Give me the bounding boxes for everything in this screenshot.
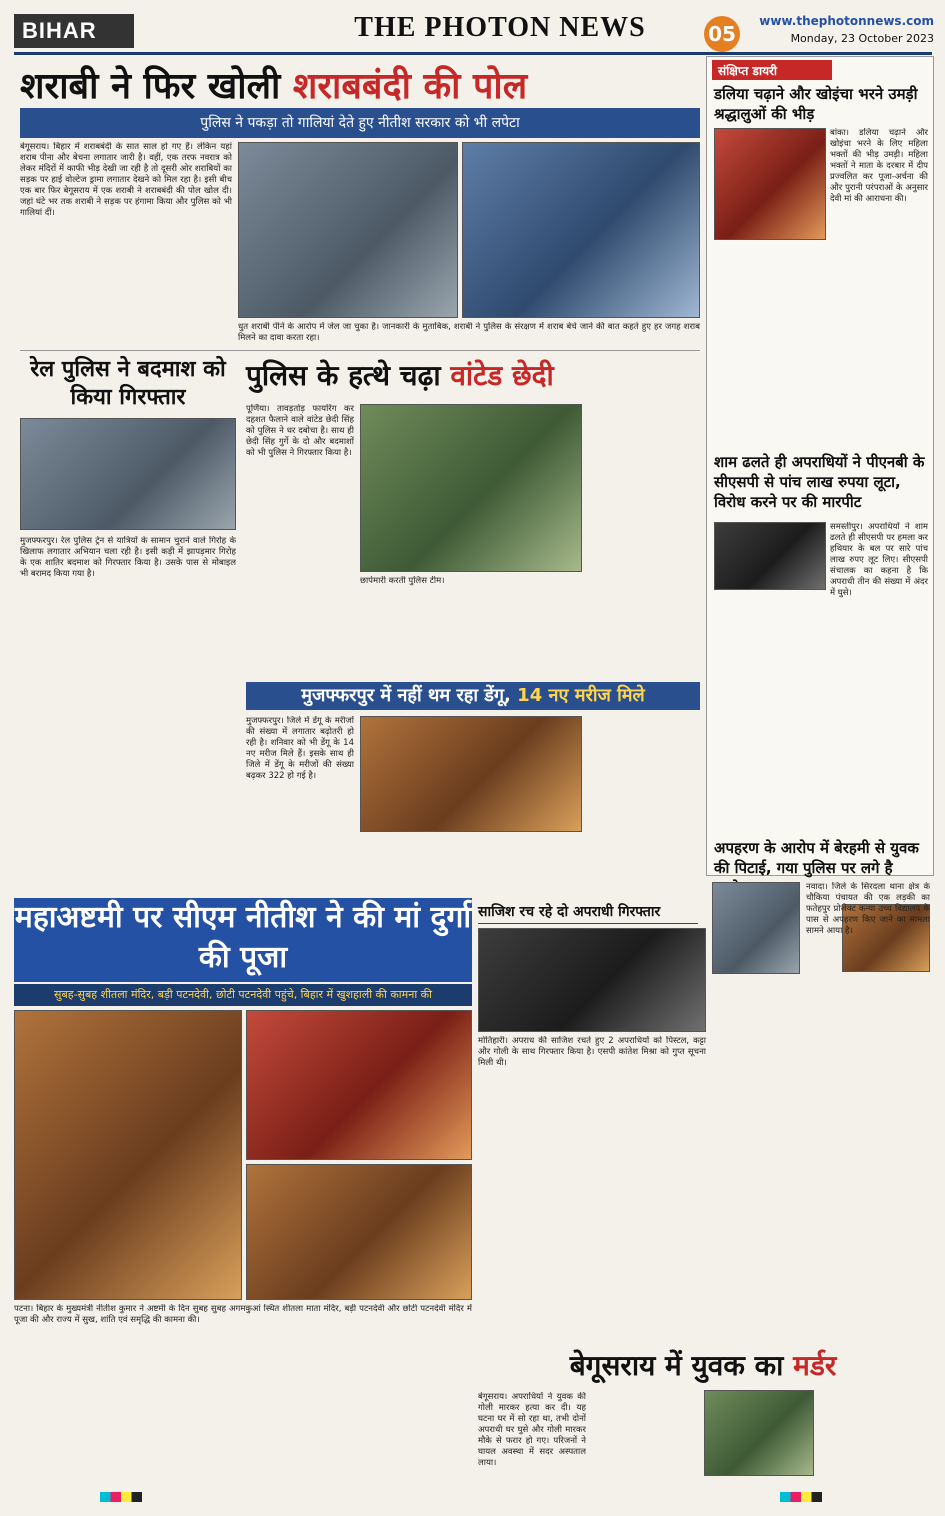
lead-photo-2: [462, 142, 700, 318]
nitish-photo-2: [246, 1010, 472, 1160]
lead-body: बेगूसराय। बिहार में शराबबंदी के सात साल हो गए हैं। लेकिन यहां शराब पीना और बेचना लगातार जारी है। वहीं, एक तरफ नवरात्र को लेकर मंदिरों में काफी भीड़ देखी जा रही है तो दूसरी ओर शराबियों का सड़क पर हाई वोल्टेज ड्रामा लगातार देखने को मिल रहा है। इसी बीच एक बार फिर बेगूसराय में एक शराबी ने शराबबंदी की पोल खोल दी। जहां घंटे भर तक शराबी ने सड़क पर हंगामा किया और पुलिस को भी गालियां दीं।: [20, 142, 232, 218]
registration-mark: [100, 1492, 142, 1502]
rail-photo: [20, 418, 236, 530]
nitish-photo-1: [14, 1010, 242, 1300]
rail-body: मुजफ्फरपुर। रेल पुलिस ट्रेन से यात्रियों के सामान चुराने वाले गिरोह के खिलाफ लगातार अभियान चला रही है। इसी कड़ी में झापड़मार गिरोह के एक शातिर बदमाश को गिरफ्तार किया है। उसके पास से मोबाइल भी बरामद किया गया है।: [20, 536, 236, 579]
arrest-headline: साजिश रच रहे दो अपराधी गिरफ्तार: [478, 902, 698, 924]
dengue-headline: मुजफ्फरपुर में नहीं थम रहा डेंगू, 14 नए मरीज मिले: [246, 682, 700, 710]
chhedi-caption: छापेमारी करती पुलिस टीम।: [360, 576, 445, 586]
lead-caption: धुत शराबी पीने के आरोप में जेल जा चुका है। जानकारी के मुताबिक, शराबी ने पुलिस के संरक्षण में शराब बेचे जाने की बात कहते हुए हर जगह शराब मिलने का दावा करता रहा।: [238, 322, 700, 343]
sidebar-story3-photo-1: [712, 882, 800, 974]
rail-headline: रेल पुलिस ने बदमाश को किया गिरफ्तार: [30, 357, 226, 410]
sidebar-story1-photo: [714, 128, 826, 240]
masthead: THE PHOTON NEWS: [354, 12, 646, 43]
chhedi-headline: पुलिस के हत्थे चढ़ा वांटेड छेदी: [246, 359, 554, 392]
sidebar-story2-body: समस्तीपुर। अपराधियों ने शाम ढलते ही सीएसपी पर हमला कर हथियार के बल पर सारे पांच लाख रुपए लूट लिए। सीएसपी संचालक का कहना है कि अपराधी तीन की संख्या में अंदर में घुसे।: [830, 522, 928, 598]
chhedi-photo: [360, 404, 582, 572]
dengue-body: मुजफ्फरपुर। जिले में डेंगू के मरीजों की संख्या में लगातार बढ़ोतरी हो रही है। शनिवार को भी डेंगू के 14 नए मरीज मिले हैं। इसके साथ ही जिले में डेंगू के मरीजों की संख्या बढ़कर 322 हो गई है।: [246, 716, 354, 781]
header-rule: [14, 52, 932, 55]
divider: [20, 350, 700, 351]
murder-body: बेगूसराय। अपराधियों ने युवक की गोली मारकर हत्या कर दी। यह घटना घर में सो रहा था, तभी दोनों अपराधी घर घुसे और गोली मारकर मौके से फरार हो गए। परिजनों ने घायल अवस्था में सदर अस्पताल लाया।: [478, 1392, 586, 1468]
website[interactable]: www.thephotonnews.com: [759, 14, 934, 28]
sidebar-story2-photo: [714, 522, 826, 590]
lead-headline: शराबी ने फिर खोली शराबबंदी की पोल: [20, 66, 528, 106]
murder-headline: बेगूसराय में युवक का मर्डर: [569, 1349, 837, 1382]
sidebar-story2-headline: शाम ढलते ही अपराधियों ने पीएनबी के सीएसपी से पांच लाख रुपया लूटा, विरोध करने पर की मारपीट: [714, 453, 925, 511]
registration-mark: [780, 1492, 822, 1502]
dengue-photo: [360, 716, 582, 832]
arrest-body: मोतिहारी। अपराध की साजिश रचते हुए 2 अपराधियों को पिस्टल, कट्टा और गोली के साथ गिरफ्तार किया है। एसपी कांतेश मिश्रा को गुप्त सूचना मिली थी।: [478, 1036, 706, 1068]
dateline: Monday, 23 October 2023: [790, 32, 934, 45]
sidebar-story3-headline: अपहरण के आरोप में बेरहमी से युवक की पिटाई, गया पुलिस पर लगे है: [714, 839, 919, 877]
arrest-photo: [478, 928, 706, 1032]
lead-photo-1: [238, 142, 458, 318]
nitish-headline: महाअष्टमी पर सीएम नीतीश ने की मां दुर्गा की पूजा: [14, 898, 472, 982]
sidebar-story1-headline: डलिया चढ़ाने और खोइंचा भरने उमड़ी श्रद्धालुओं की भीड़: [714, 85, 918, 123]
chhedi-body: पूर्णिया। तावड़तोड़ फायरिंग कर दहशत फैलाने वाले वांटेड छेदी सिंह को पुलिस ने धर दबोचा है। साथ ही छेदी सिंह गुर्गे के दो और बदमाशों को भी पुलिस ने गिरफ्तार किया है।: [246, 404, 354, 458]
section-tag: BIHAR: [14, 14, 134, 48]
nitish-photo-3: [246, 1164, 472, 1300]
nitish-subhead: सुबह-सुबह शीतला मंदिर, बड़ी पटनदेवी, छोटी पटनदेवी पहुंचे, बिहार में खुशहाली की कामना की: [14, 984, 472, 1006]
sidebar-story1-body: बांका। डलिया चढ़ाने और खोइंचा भरने के लिए महिला भक्तों की भीड़ उमड़ी। महिला भक्तों ने माता के दरबार में दीप प्रज्वलित कर पूजा-अर्चना की और पुरानी परंपराओं के अनुसार देवी मां की आराधना की।: [830, 128, 928, 204]
sidebar-tag: संक्षिप्त डायरी: [712, 60, 832, 80]
lead-subhead: पुलिस ने पकड़ा तो गालियां देते हुए नीतीश सरकार को भी लपेटा: [20, 108, 700, 138]
nitish-body: पटना। बिहार के मुख्यमंत्री नीतीश कुमार ने अष्टमी के दिन सुबह सुबह अगमकुआं स्थित शीतला माता मंदिर, बड़ी पटनदेवी और छोटी पटनदेवी मंदिर में पूजा की और राज्य में सुख, शांति एवं समृद्धि की कामना की।: [14, 1304, 472, 1325]
sidebar-story3-body: नवादा। जिले के सिरदला थाना क्षेत्र के चौकिया पंचायत की एक लड़की का फतेहपुर प्रोजेक्ट कन्या उच्च विद्यालय के पास से अपहरण किए जाने का मामला सामने आया है।: [806, 882, 930, 936]
murder-photo: [704, 1390, 814, 1476]
page-number: 05: [704, 16, 740, 52]
